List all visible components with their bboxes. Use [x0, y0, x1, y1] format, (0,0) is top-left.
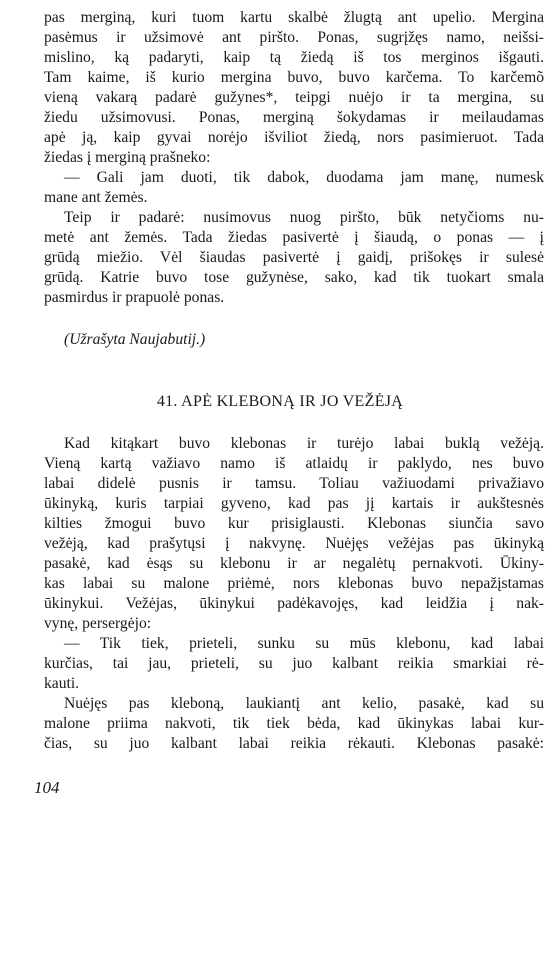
text-line: — Tik tiek, prieteli, sunku su mūs klebonu, kad labai [64, 635, 544, 652]
text-line: Kad kitąkart buvo klebonas ir turėjo labai buklą vežėją. [64, 435, 544, 452]
text-line: kurčias, tai jau, prieteli, su juo kalbant reikia smarkiai rė- [44, 655, 544, 672]
text-line: metė ant žemės. Tada žiedas pasivertė į šiaudą, o ponas — į [44, 229, 544, 246]
text-line: Teip ir padarė: nusimovus nuog piršto, būk netyčioms nu- [64, 209, 544, 226]
text-line: kas labai su malone priėmė, nors klebonas buvo nepažįstamas [44, 575, 544, 592]
text-line: vežėją, kad prašytųsi į nakvynę. Nuėjęs vežėjas pas ūkinyką [44, 535, 544, 552]
text-line: vynę, persergėjo: [44, 615, 152, 632]
text-line: čias, su juo kalbant labai reikia rėkauti. Klebonas pasakė: [44, 735, 544, 752]
text-line: mislino, ką padaryti, kaip tą žiedą iš tos merginos išgauti. [44, 49, 544, 66]
text-line: pas merginą, kuri tuom kartu skalbė žlugtą ant upelio. Mergina [44, 9, 544, 26]
text-line: kilties žmogui buvo kur prisiglausti. Klebonas siunčia savo [44, 515, 544, 532]
text-line: grūdą. Katrie buvo tose gužynėse, sako, kad tik tuokart smala [44, 269, 544, 286]
text-line: pasmirdus ir prapuolė ponas. [44, 289, 225, 306]
text-line: grūdą miežio. Vėl šiaudas pasivertė į gaidį, prišokęs ir sulesė [44, 249, 544, 266]
section-heading: 41. APĖ KLEBONĄ IR JO VEŽĖJĄ [156, 393, 404, 410]
text-line: vieną vakarą padarė gužynes*, teipgi nuėjo ir ta mergina, su [44, 89, 544, 106]
text-line: malone priima nakvoti, tik tiek bėda, kad ūkinykas labai kur- [44, 715, 544, 732]
text-line: žiedas į merginą prašneko: [44, 149, 211, 166]
text-line: pasakė, kad ėsąs su klebonu ir ar negalėtų pernakvoti. Ūkiny- [44, 555, 544, 572]
text-line: ūkinyką, kuris tarpiai gyveno, kad pas jį kartais ir aukštesnės [44, 495, 544, 512]
text-line: Nuėjęs pas kleboną, laukiantį ant kelio, pasakė, kad su [64, 695, 544, 712]
text-line: — Gali jam duoti, tik dabok, duodama jam manę, numesk [64, 169, 544, 186]
text-line: apė ją, kaip gyvai norėjo išviliot žiedą, nors pasimieruot. Tada [44, 129, 544, 146]
text-line: kauti. [44, 675, 80, 692]
text-line: žiedu užsimovusi. Ponas, merginą šokydamas ir meilaudamas [44, 109, 544, 126]
text-line: Vieną kartą važiavo namo iš atlaidų ir paklydo, nes buvo [44, 455, 544, 472]
text-line: ūkinykui. Vežėjas, ūkinykui padėkavojęs, kad leidžia į nak- [44, 595, 544, 612]
text-line: Tam kaime, iš kurio mergina buvo, buvo karčema. To karčemõ [44, 69, 544, 86]
source-note: (Užrašyta Naujabutij.) [64, 331, 206, 348]
text-line: labai didelė pusnis ir tamsu. Toliau važiuodami privažiavo [44, 475, 544, 492]
text-line: mane ant žemės. [44, 189, 148, 206]
text-line: pasėmus ir užsimovė ant piršto. Ponas, sugrįžęs namo, neišsi- [44, 29, 544, 46]
page-number: 104 [34, 778, 60, 797]
